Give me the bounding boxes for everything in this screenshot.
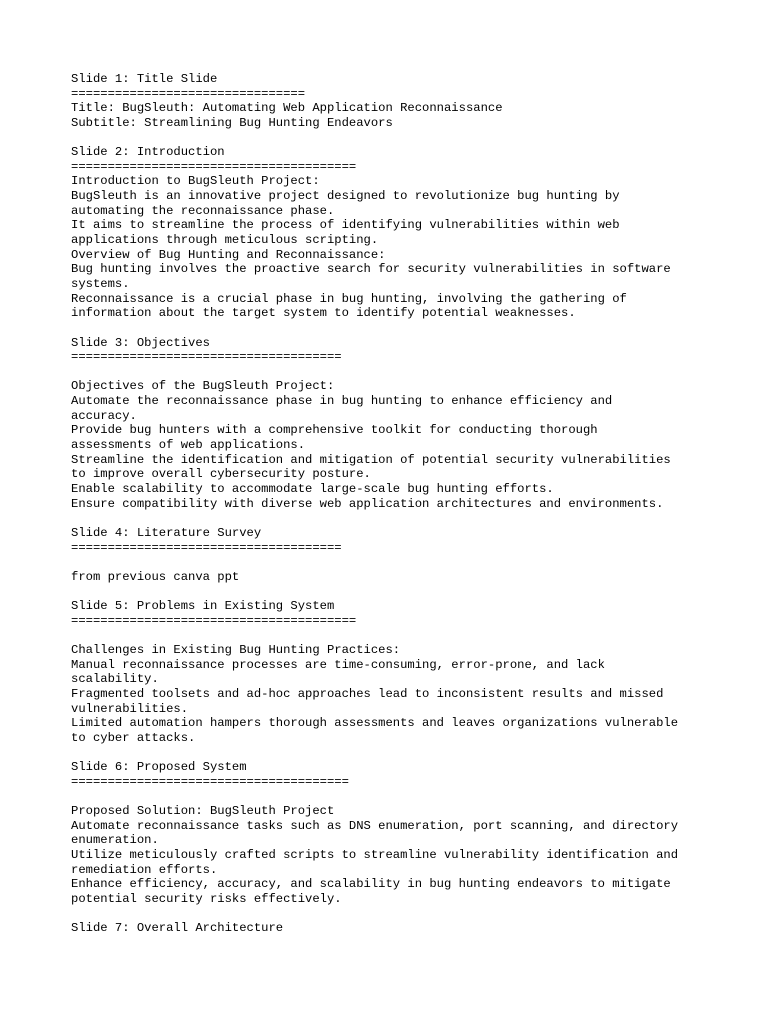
document-line: ======================================= bbox=[71, 159, 357, 174]
document-line: Reconnaissance is a crucial phase in bug hunting, involving the gathering of bbox=[71, 291, 627, 306]
document-line: enumeration. bbox=[71, 833, 159, 848]
document-line bbox=[71, 907, 751, 922]
document-line: vulnerabilities. bbox=[71, 701, 189, 716]
document-line: Slide 4: Literature Survey bbox=[71, 525, 262, 540]
document-line: ======================================= bbox=[71, 613, 357, 628]
document-line bbox=[71, 789, 751, 804]
document-line: ====================================== bbox=[71, 774, 349, 789]
document-line: Proposed Solution: BugSleuth Project bbox=[71, 804, 335, 819]
document-line: Slide 6: Proposed System bbox=[71, 760, 247, 775]
document-line: Overview of Bug Hunting and Reconnaissance: bbox=[71, 247, 386, 262]
document-line bbox=[71, 511, 751, 526]
document-line: Streamline the identification and mitigation of potential security vulnerabilities bbox=[71, 452, 671, 467]
document-line: automating the reconnaissance phase. bbox=[71, 203, 335, 218]
document-body bbox=[71, 72, 751, 936]
document-line: Objectives of the BugSleuth Project: bbox=[71, 379, 335, 394]
document-line: ===================================== bbox=[71, 350, 342, 365]
document-line: Slide 2: Introduction bbox=[71, 145, 225, 160]
document-line: assessments of web applications. bbox=[71, 438, 306, 453]
document-line: Slide 5: Problems in Existing System bbox=[71, 599, 335, 614]
document-line: Slide 7: Overall Architecture bbox=[71, 921, 284, 936]
document-line: Slide 1: Title Slide bbox=[71, 72, 218, 86]
document-line: Title: BugSleuth: Automating Web Application Reconnaissance bbox=[71, 101, 503, 116]
document-line: scalability. bbox=[71, 672, 159, 687]
document-line bbox=[71, 131, 751, 146]
document-line: systems. bbox=[71, 276, 130, 291]
document-line bbox=[71, 745, 751, 760]
document-line bbox=[71, 584, 751, 599]
document-line: Ensure compatibility with diverse web application architectures and environments. bbox=[71, 496, 664, 511]
document-line: Automate reconnaissance tasks such as DNS enumeration, port scanning, and directory bbox=[71, 818, 679, 833]
document-line: to cyber attacks. bbox=[71, 730, 196, 745]
document-line: Automate the reconnaissance phase in bug hunting to enhance efficiency and bbox=[71, 394, 613, 409]
document-line: Bug hunting involves the proactive search for security vulnerabilities in software bbox=[71, 262, 671, 277]
document-line: information about the target system to identify potential weaknesses. bbox=[71, 306, 576, 321]
document-line bbox=[71, 321, 751, 336]
document-line: Slide 3: Objectives bbox=[71, 335, 210, 350]
document-line: Challenges in Existing Bug Hunting Practices: bbox=[71, 642, 401, 657]
document-line: Provide bug hunters with a comprehensive toolkit for conducting thorough bbox=[71, 423, 598, 438]
document-line: Limited automation hampers thorough assessments and leaves organizations vulnerable bbox=[71, 716, 679, 731]
document-line: It aims to streamline the process of identifying vulnerabilities within web bbox=[71, 218, 620, 233]
document-line: accuracy. bbox=[71, 408, 137, 423]
document-line: Introduction to BugSleuth Project: bbox=[71, 174, 320, 189]
document-line: ===================================== bbox=[71, 540, 342, 555]
document-line: ================================ bbox=[71, 86, 306, 101]
document-line: Enhance efficiency, accuracy, and scalability in bug hunting endeavors to mitigate bbox=[71, 877, 671, 892]
document-line: Enable scalability to accommodate large-scale bug hunting efforts. bbox=[71, 481, 554, 496]
document-line: to improve overall cybersecurity posture. bbox=[71, 467, 371, 482]
document-line: potential security risks effectively. bbox=[71, 891, 342, 906]
document-line bbox=[71, 365, 751, 380]
document-line: from previous canva ppt bbox=[71, 569, 240, 584]
document-line bbox=[71, 628, 751, 643]
document-line bbox=[71, 555, 751, 570]
document-line: BugSleuth is an innovative project designed to revolutionize bug hunting by bbox=[71, 189, 620, 204]
document-line: Manual reconnaissance processes are time-consuming, error-prone, and lack bbox=[71, 657, 605, 672]
document-line: remediation efforts. bbox=[71, 862, 218, 877]
document-line: applications through meticulous scripting. bbox=[71, 233, 379, 248]
document-line: Utilize meticulously crafted scripts to streamline vulnerability identification and bbox=[71, 847, 679, 862]
document-line: Subtitle: Streamlining Bug Hunting Endeavors bbox=[71, 115, 393, 130]
document-line: Fragmented toolsets and ad-hoc approaches lead to inconsistent results and missed bbox=[71, 686, 664, 701]
